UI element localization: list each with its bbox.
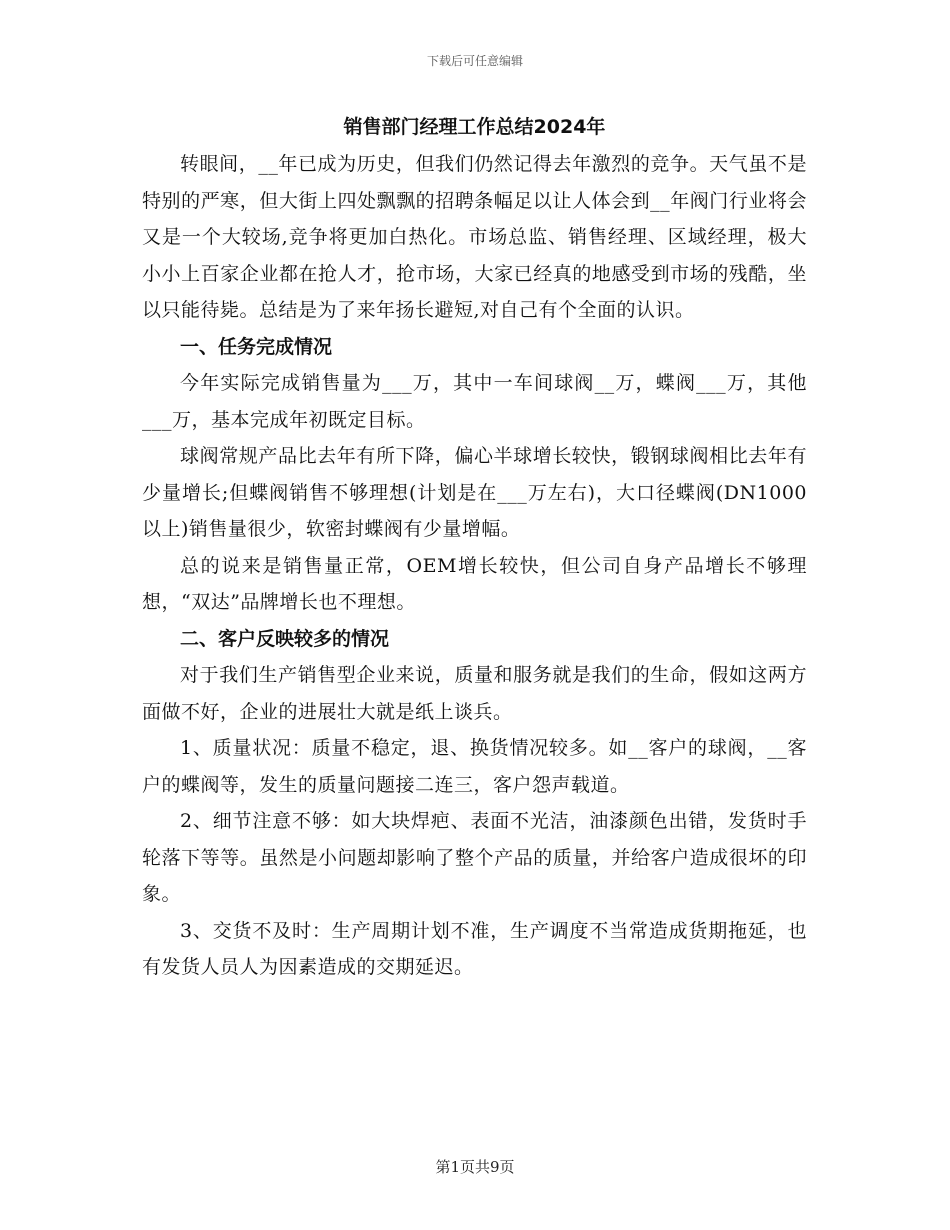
section-heading-task-completion: 一、任务完成情况 (180, 335, 333, 358)
page-footer: 第1页共9页 (435, 1158, 515, 1176)
section2-paragraph-2: 1、质量状况：质量不稳定，退、换货情况较多。如__客户的球阀，__客户的蝶阀等，发生的质量问题接二连三，客户怨声载道。 (142, 737, 807, 796)
header-note: 下载后可任意编辑 (426, 54, 523, 68)
section1-paragraph-3: 总的说来是销售量正常，OEM增长较快，但公司自身产品增长不够理想，“双达”品牌增长也不理想。 (142, 554, 807, 613)
section2-paragraph-1: 对于我们生产销售型企业来说，质量和服务就是我们的生命，假如这两方面做不好，企业的进展壮大就是纸上谈兵。 (142, 664, 807, 723)
section2-paragraph-3: 2、细节注意不够：如大块焊疤、表面不光洁，油漆颜色出错，发货时手轮落下等等。虽然是小问题却影响了整个产品的质量，并给客户造成很坏的印象。 (142, 810, 807, 905)
section1-paragraph-2: 球阀常规产品比去年有所下降，偏心半球增长较快，锻钢球阀相比去年有少量增长;但蝶阀销售不够理想(计划是在___万左右)，大口径蝶阀(DN1000以上)销售量很少，软密封蝶阀有少量增幅。 (142, 445, 807, 540)
document-body (142, 112, 807, 986)
section1-paragraph-1: 今年实际完成销售量为___万，其中一车间球阀__万，蝶阀___万，其他___万，基本完成年初既定目标。 (142, 372, 807, 431)
section-heading-customer-feedback: 二、客户反映较多的情况 (180, 627, 390, 650)
section2-paragraph-4: 3、交货不及时：生产周期计划不准，生产调度不当常造成货期拖延，也有发货人员人为因素造成的交期延迟。 (142, 919, 807, 978)
intro-paragraph: 转眼间，__年已成为历史，但我们仍然记得去年激烈的竞争。天气虽不是特别的严寒，但大街上四处飘飘的招聘条幅足以让人体会到__年阀门行业将会又是一个大较场,竞争将更加白热化。市场总监、销售经理、区域经理，极大小小上百家企业都在抢人才，抢市场，大家已经真的地感受到市场的残酷，坐以只能待毙。总结是为了来年扬长避短,对自己有个全面的认识。 (142, 153, 807, 321)
document-title: 销售部门经理工作总结2024年 (343, 116, 606, 138)
